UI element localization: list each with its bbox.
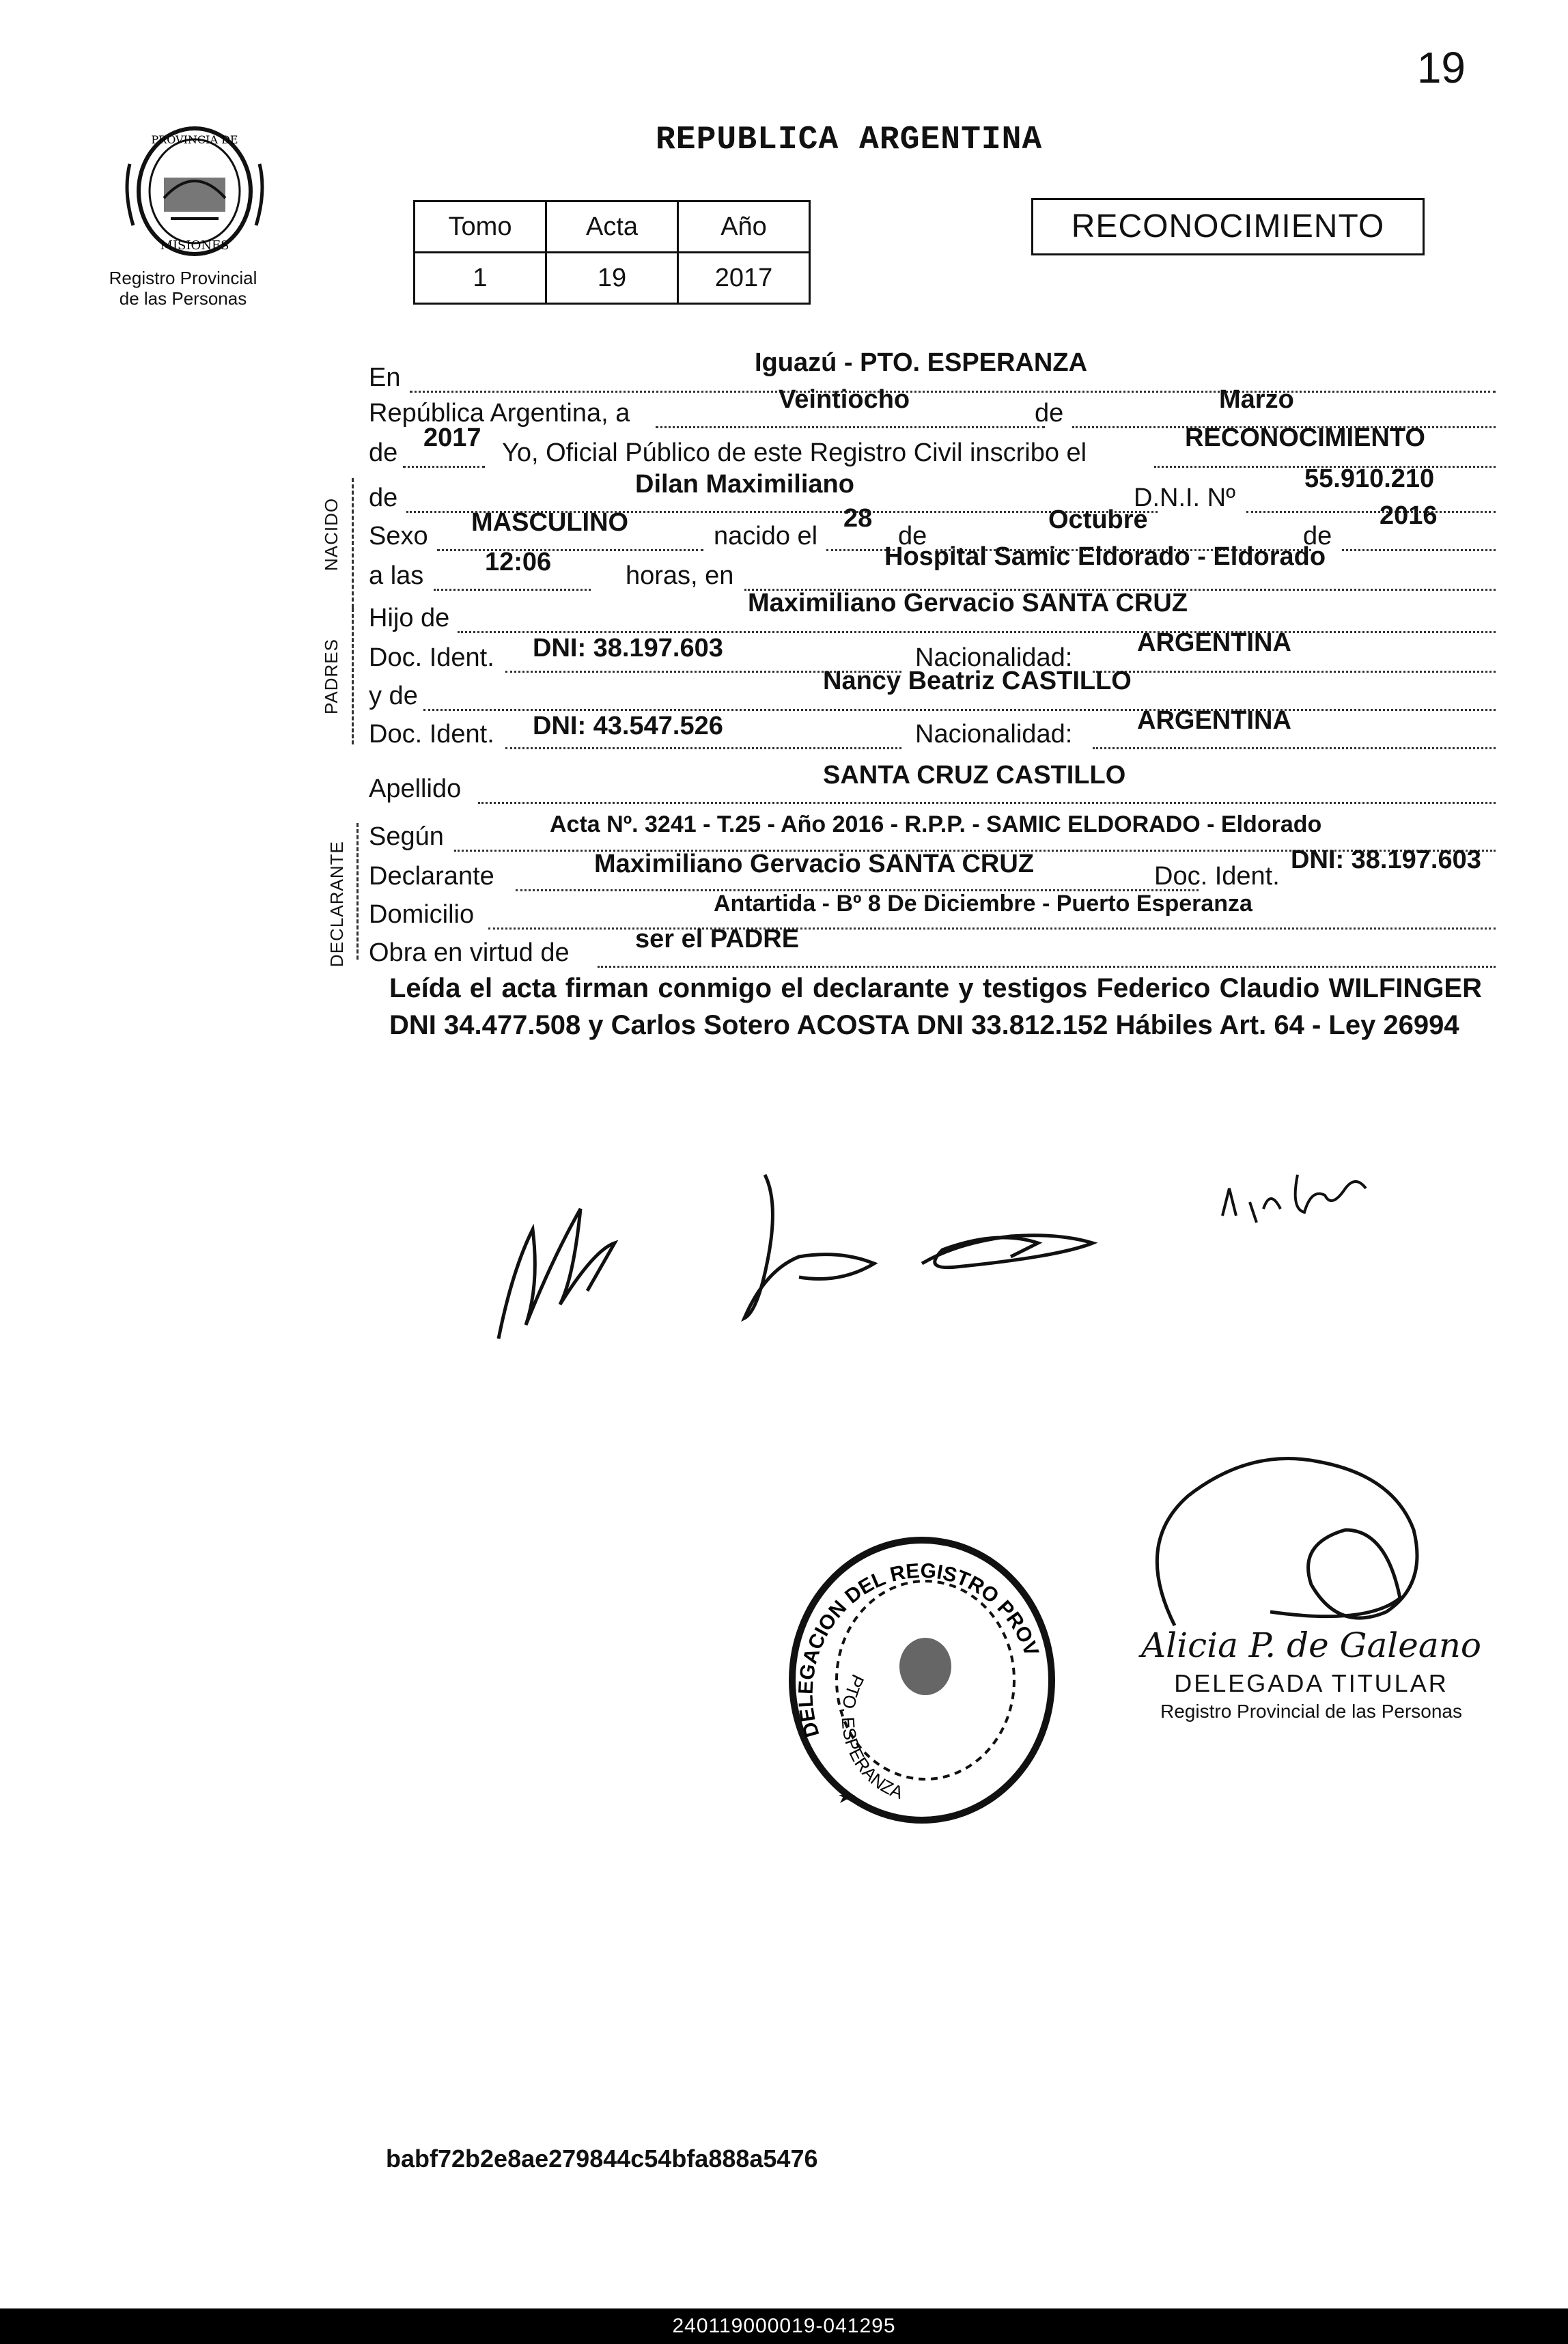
dotted-line [505,747,901,749]
field-doc-madre [369,706,1496,749]
page-number: 19 [1416,43,1466,92]
signer-org: Registro Provincial de las Personas [1160,1701,1462,1722]
field-nac-madre-value: ARGENTINA [1137,706,1291,735]
header-acta: Acta [546,201,678,253]
field-domicilio-label: Domicilio [369,900,475,929]
seal-icon [109,123,280,260]
field-a-las-value: 12:06 [485,548,552,576]
seal-text-bottom: MISIONES [160,238,229,253]
field-domicilio [369,888,1496,929]
official-stamp [779,1530,1065,1830]
field-doc-padre [369,628,1496,672]
field-de-anio-nac-value: 2016 [1380,501,1438,530]
header-anio: Año [678,201,810,253]
acta-reference-table [413,200,811,305]
section-label-padres: PADRES [321,639,341,714]
field-y-de [369,667,1496,710]
field-hijo-de-label: Hijo de [369,604,450,632]
svg-text:PTO. ESPERANZA [838,1671,906,1803]
signer-name: Alicia P. de Galeano [1140,1626,1482,1665]
signature-1 [499,1209,615,1339]
field-fecha [369,385,1496,428]
header-tomo: Tomo [415,201,546,253]
section-label-nacido: NACIDO [321,497,341,571]
dotted-line [403,466,485,468]
value-tomo: 1 [415,253,546,304]
page-title: REPUBLICA ARGENTINA [656,122,1043,158]
document-hash: babf72b2e8ae279844c54bfa888a5476 [386,2145,818,2173]
field-de-anio-nac-label: de [1303,522,1332,550]
document-type-box: RECONOCIMIENTO [1031,198,1425,255]
field-apellido [369,761,1496,803]
signer-role: DELEGADA TITULAR [1174,1669,1448,1697]
field-hora-lugar [369,542,1496,590]
value-anio: 2017 [678,253,810,304]
stamp-text-bottom: PTO. ESPERANZA [837,1671,906,1803]
field-sexo-nacimiento [369,501,1496,550]
field-doc-padre-label: Doc. Ident. [369,643,494,672]
field-segun [369,810,1496,851]
field-sexo-label: Sexo [369,522,428,550]
closing-statement: Leída el acta firman conmigo el declarante y testigos Federico Claudio WILFINGER DNI 34.477.508 y Carlos Sotero ACOSTA DNI 33.812.152 Hábiles Art. 64 - Ley 26994 [389,973,1482,1040]
signer-block [1120,1626,1502,1722]
section-divider [352,608,354,744]
field-doc-declarante-label: Doc. Ident. [1154,862,1280,891]
seal-text-top: PROVINCIA DE [151,133,238,146]
field-obra [369,925,1496,967]
field-en-value: Iguazú - PTO. ESPERANZA [755,348,1088,377]
field-nac-padre-label: Nacionalidad: [915,643,1073,672]
field-dni-label: D.N.I. Nº [1134,484,1235,512]
field-de-nombre-label: de [369,484,398,512]
dotted-line [598,966,1496,968]
field-inscripcion-value: RECONOCIMIENTO [1185,423,1425,452]
signature-2 [744,1175,874,1318]
field-inscripcion [369,423,1496,467]
registry-name [81,268,285,309]
field-en-label: En [369,363,401,392]
dotted-line [478,802,1496,804]
dotted-line [1093,747,1496,749]
stamp-text-top: DELEGACION DEL REGISTRO PROV [794,1559,1043,1740]
field-hijo-de-value: Maximiliano Gervacio SANTA CRUZ [748,589,1188,617]
field-de-mes-nac-value: Octubre [1048,505,1148,534]
field-apellido-value: SANTA CRUZ CASTILLO [823,761,1126,790]
field-doc-madre-label: Doc. Ident. [369,720,494,749]
handwritten-signatures [478,1147,1502,1366]
field-declarante [369,846,1496,891]
acta-table-header-row [415,201,810,253]
province-seal-logo [109,123,280,260]
delegate-signature [1093,1421,1516,1646]
field-segun-label: Según [369,822,444,851]
field-hijo-de [369,589,1496,632]
field-segun-value: Acta Nº. 3241 - T.25 - Año 2016 - R.P.P. - SAMIC ELDORADO - Eldorado [550,811,1322,837]
value-acta: 19 [546,253,678,304]
field-doc-padre-value: DNI: 38.197.603 [533,634,723,662]
field-declarante-value: Maximiliano Gervacio SANTA CRUZ [594,850,1035,878]
field-doc-declarante-value: DNI: 38.197.603 [1291,846,1481,874]
field-nacido-el-label: nacido el [714,522,818,550]
field-sexo-value: MASCULINO [471,508,629,537]
registry-name-line2: de las Personas [119,288,247,309]
footer-code-bar: 240119000019-041295 [0,2308,1568,2344]
acta-table-value-row [415,253,810,304]
field-de-mes-value: Marzo [1219,385,1294,414]
signature-3 [922,1236,1093,1268]
stamp-icon [779,1530,1065,1830]
section-divider [352,478,354,608]
section-label-declarante: DECLARANTE [326,841,347,967]
field-nombre [369,464,1496,512]
field-de-mes-nac-label: de [898,522,927,550]
field-domicilio-value: Antartida - Bº 8 De Diciembre - Puerto Esperanza [714,891,1252,917]
oficial-text: Yo, Oficial Público de este Registro Civil inscribo el [502,438,1087,467]
field-republica-label: República Argentina, a [369,399,630,428]
field-nac-padre-value: ARGENTINA [1137,628,1291,657]
field-doc-madre-value: DNI: 43.547.526 [533,712,723,740]
field-horas-en-value: Hospital Samic Eldorado - Eldorado [884,542,1326,571]
field-y-de-value: Nancy Beatriz CASTILLO [823,667,1132,695]
field-apellido-label: Apellido [369,775,462,803]
field-de-mes-label: de [1035,399,1064,428]
field-dni-value: 55.910.210 [1304,464,1435,493]
field-obra-label: Obra en virtud de [369,938,570,967]
field-y-de-label: y de [369,682,418,710]
field-de-anio-label: de [369,438,398,467]
signature-4 [1222,1175,1366,1223]
section-divider [356,823,359,960]
field-a-las-label: a las [369,561,424,590]
field-nac-madre-label: Nacionalidad: [915,720,1073,749]
registry-name-line1: Registro Provincial [109,268,257,288]
field-obra-value: ser el PADRE [635,925,800,953]
field-declarante-label: Declarante [369,862,494,891]
field-horas-en-label: horas, en [626,561,734,590]
dotted-line [434,589,591,591]
field-en [369,348,1496,392]
field-de-anio-value: 2017 [423,423,481,452]
field-republica-value: Veintiocho [779,385,910,414]
field-nacido-el-value: 28 [843,504,873,533]
field-de-nombre-value: Dilan Maximiliano [635,470,854,499]
